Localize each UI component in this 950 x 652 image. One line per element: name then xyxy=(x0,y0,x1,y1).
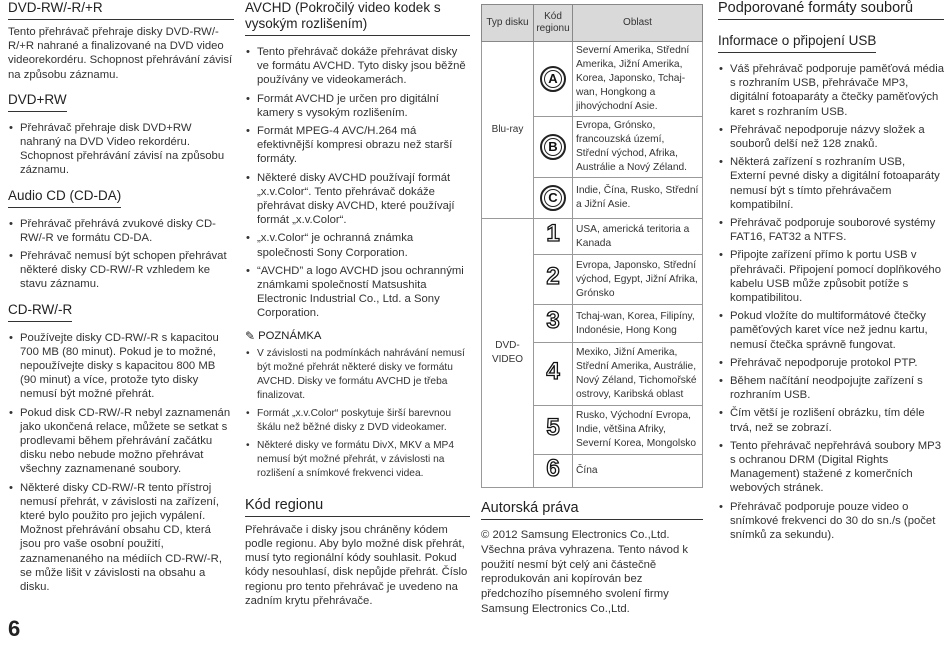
region-code-cell xyxy=(534,255,573,305)
section-title-avchd: AVCHD (Pokročilý video kodek s vysokým rozlišením) xyxy=(245,0,441,31)
section-divider xyxy=(245,0,470,36)
region-a-icon: A xyxy=(540,66,566,92)
table-header-region-code: Kód regionu xyxy=(534,5,573,42)
page-title: Podporované formáty souborů xyxy=(718,0,914,16)
list-dvdplusrw xyxy=(8,121,234,178)
section-title-copyright: Autorská práva xyxy=(481,500,579,516)
list-audio-cd xyxy=(8,217,234,292)
paragraph-region-code: Přehrávače i disky jsou chráněny kódem podle regionu. Aby bylo možné disk přehrát, musí tyto regionální kódy souhlasit. Pokud kódy nesouhlasí, disk nepůjde přehrát. Číslo regionu pro tento přehrávač je uvedeno na zadním krytu přehrávače. xyxy=(245,523,468,607)
table-row xyxy=(482,219,703,255)
region-code-cell xyxy=(534,455,573,488)
list-item: • Formát MPEG-4 AVC/H.264 má efektivnější kompresi obrazu než starší formáty. xyxy=(245,124,470,167)
region-code-cell xyxy=(534,305,573,343)
section-divider xyxy=(8,0,234,20)
list-item: • Některé disky AVCHD používají formát „x.v.Color“. Tento přehrávač dokáže přehrávat disky AVCHD, které používají formát „x.v.Color“. xyxy=(245,171,470,228)
column-4 xyxy=(718,0,944,542)
region-6-icon: 6 xyxy=(546,454,560,482)
section-divider xyxy=(245,497,470,517)
region-5-icon: 5 xyxy=(546,413,560,441)
list-item: • Používejte disky CD-RW/-R s kapacitou 700 MB (80 minut). Pokud je to možné, nepoužívejte disky s kapacitou 800 MB (90 minut) a více, protože tyto disky nemusí být možné přehrát. xyxy=(8,331,234,402)
table-row xyxy=(482,42,703,117)
area-cell: Rusko, Východní Evropa, Indie, většina Afriky, Severní Korea, Mongolsko xyxy=(573,406,703,455)
section-title-dvdrw: DVD-RW/-R/+R xyxy=(8,0,103,15)
list-item: • „x.v.Color“ je ochranná známka společnosti Sony Corporation. xyxy=(245,231,470,259)
section-divider xyxy=(8,302,72,322)
list-item: • Některé disky ve formátu DivX, MKV a MP4 nemusí být možné přehrát, v závislosti na rozlišení a snímkové frekvenci videa. xyxy=(245,439,470,481)
list-item: • Tento přehrávač dokáže přehrávat disky ve formátu AVCHD. Tyto disky jsou běžně používány ve videokamerách. xyxy=(245,45,470,88)
section-divider xyxy=(481,500,703,520)
section-title-region-code: Kód regionu xyxy=(245,496,324,513)
region-2-icon: 2 xyxy=(546,263,560,291)
section-title-usb: Informace o připojení USB xyxy=(718,33,877,48)
list-item: • V závislosti na podmínkách nahrávání nemusí být možné přehrát některé disky ve formátu AVCHD. Disky ve formátu AVCHD je třeba finalizovat. xyxy=(245,347,470,403)
area-cell: Mexiko, Jižní Amerika, Střední Amerika, Austrálie, Nový Zéland, Tichomořské ostrovy, Karibská oblast xyxy=(573,343,703,406)
paragraph-copyright: © 2012 Samsung Electronics Co.,Ltd. Všechna práva vyhrazena. Tento návod k použití nesmí být celý ani částečně reprodukován ani kopírován bez předchozího písemného svolení firmy Samsung Electronics Co.,Ltd. xyxy=(481,529,689,615)
list-notes xyxy=(245,347,470,481)
list-item: • Formát AVCHD je určen pro digitální kamery s vysokým rozlišením. xyxy=(245,92,470,120)
area-cell: USA, americká teritoria a Kanada xyxy=(573,219,703,255)
table-header-row xyxy=(482,5,703,42)
list-avchd xyxy=(245,45,470,321)
list-item: • Přehrávač nepodporuje názvy složek a souborů delší než 128 znaků. xyxy=(718,123,944,151)
list-item: • Přehrávač podporuje pouze video o snímkové frekvenci do 30 do sn./s (počet snímků za sekundu). xyxy=(718,500,944,543)
page-number: 6 xyxy=(8,616,21,641)
section-title-cdrw: CD-RW/-R xyxy=(8,301,73,317)
list-item: • Některá zařízení s rozhraním USB, Externí pevné disky a digitální fotoaparáty nemusí být s tímto přehrávačem kompatibilní. xyxy=(718,155,944,212)
list-item: • Přehrávač nemusí být schopen přehrávat některé disky CD-RW/-R vzhledem ke stavu záznamu. xyxy=(8,249,234,292)
list-item: • Pokud vložíte do multiformátové čtečky paměťových karet více než jednu kartu, nemusí čtečka správně fungovat. xyxy=(718,309,944,352)
list-item: • Přehrávač přehrává zvukové disky CD-RW/-R ve formátu CD-DA. xyxy=(8,217,234,245)
section-divider xyxy=(718,33,876,53)
list-item: • Váš přehrávač podporuje paměťová média s rozhraním USB, přehrávače MP3, digitální fotoaparáty a čtečky paměťových karet s rozhraním USB. xyxy=(718,62,944,119)
list-item: • Přehrávač nepodporuje protokol PTP. xyxy=(718,356,944,370)
region-code-cell xyxy=(534,343,573,406)
pencil-icon: ✎ xyxy=(245,328,256,343)
list-usb xyxy=(718,62,944,542)
section-divider xyxy=(8,92,67,112)
note-label: POZNÁMKA xyxy=(258,329,322,342)
list-item: • Pokud disk CD-RW/-R nebyl zaznamenán jako ukončená relace, můžete se setkat s prodlevami během přehrávání začátku disku nebo nebude možno přehrávat všechny zaznamenané soubory. xyxy=(8,406,234,477)
region-4-icon: 4 xyxy=(546,357,560,385)
section-title-dvdplusrw: DVD+RW xyxy=(8,91,67,107)
paragraph-dvdrw: Tento přehrávač přehraje disky DVD-RW/-R/+R nahrané a finalizované na DVD video videorekordéru. Schopnost přehrávání závisí na způsobu záznamu. xyxy=(8,26,233,81)
section-title-audio-cd: Audio CD (CD-DA) xyxy=(8,187,122,203)
area-cell: Indie, Čína, Rusko, Střední a Jižní Asie. xyxy=(573,178,703,219)
section-divider xyxy=(8,188,121,208)
area-cell: Severní Amerika, Střední Amerika, Jižní Amerika, Korea, Japonsko, Tchaj-wan, Hongkong a jihovýchodní Asie. xyxy=(573,42,703,117)
list-item: • Přehrávač přehraje disk DVD+RW nahraný na DVD Video rekordéru. Schopnost přehrávání závisí na způsobu záznamu. xyxy=(8,121,234,178)
region-code-cell xyxy=(534,406,573,455)
column-1 xyxy=(8,0,234,594)
list-item: • Formát „x.v.Color“ poskytuje širší barevnou škálu než běžné disky z DVD videokamer. xyxy=(245,407,470,435)
list-item: • Čím větší je rozlišení obrázku, tím déle trvá, než se zobrazí. xyxy=(718,406,944,434)
section-divider xyxy=(718,0,944,20)
area-cell: Tchaj-wan, Korea, Filipíny, Indonésie, Hong Kong xyxy=(573,305,703,343)
region-code-cell xyxy=(534,178,573,219)
list-item: • “AVCHD” a logo AVCHD jsou ochrannými známkami společností Matsushita Electronic Industrial Co., Ltd. a Sony Corporation. xyxy=(245,264,470,321)
list-item: • Připojte zařízení přímo k portu USB v přehrávači. Připojení pomocí doplňkového kabelu USB může způsobit potíže s kompatibilitou. xyxy=(718,248,944,305)
area-cell: Evropa, Japonsko, Střední východ, Egypt, Jižní Afrika, Grónsko xyxy=(573,255,703,305)
region-1-icon: 1 xyxy=(546,220,560,248)
list-cdrw xyxy=(8,331,234,595)
region-table xyxy=(481,4,703,488)
area-cell: Evropa, Grónsko, francouzská území, Střední východ, Afrika, Austrálie a Nový Zéland. xyxy=(573,117,703,178)
note-heading xyxy=(245,329,470,343)
disc-type-dvd: DVD-VIDEO xyxy=(482,219,534,488)
region-b-icon: B xyxy=(540,134,566,160)
list-item: • Některé disky CD-RW/-R tento přístroj nemusí přehrát, v závislosti na zařízení, které bylo použito pro jejich vypálení. Možnost přehrávání obsahu CD, která jsou pro vaše osobní použití, zaznamenaného na médiích CD-RW/-R, se může lišit v závislosti na obsahu a disku. xyxy=(8,481,234,595)
area-cell: Čína xyxy=(573,455,703,488)
region-code-cell xyxy=(534,117,573,178)
table-header-area: Oblast xyxy=(573,5,703,42)
region-3-icon: 3 xyxy=(546,307,560,335)
region-c-icon: C xyxy=(540,185,566,211)
region-code-cell xyxy=(534,219,573,255)
region-code-cell xyxy=(534,42,573,117)
list-item: • Přehrávač podporuje souborové systémy FAT16, FAT32 a NTFS. xyxy=(718,216,944,244)
list-item: • Tento přehrávač nepřehrává soubory MP3 s ochranou DRM (Digital Rights Management) stažené z komerčních webových stránek. xyxy=(718,439,944,496)
table-header-disc-type: Typ disku xyxy=(482,5,534,42)
copyright-section xyxy=(481,500,703,617)
disc-type-bluray: Blu-ray xyxy=(482,42,534,219)
column-2 xyxy=(245,0,470,608)
list-item: • Během načítání neodpojujte zařízení s rozhraním USB. xyxy=(718,374,944,402)
region-table-wrapper xyxy=(481,4,703,488)
